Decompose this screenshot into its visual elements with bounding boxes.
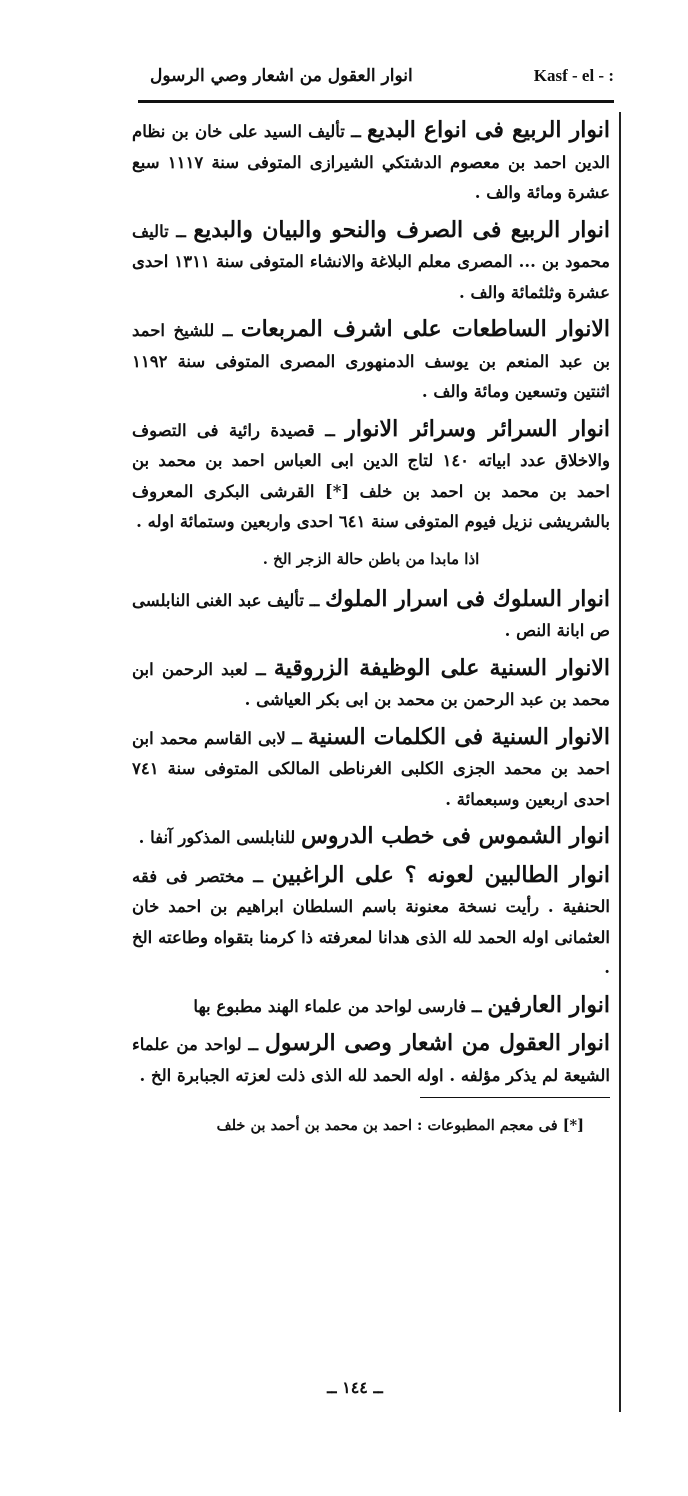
entry-title: انوار السرائر وسرائر الانوار (345, 415, 610, 442)
entry (132, 821, 610, 854)
entry-title: الانوار السنية فى الكلمات السنية (308, 723, 610, 750)
entry (132, 115, 610, 209)
verse-line: اذا مابدا من باطن حالة الزجر الخ . (262, 549, 480, 568)
entry-title: الانوار السنية على الوظيفة الزروقية (273, 654, 610, 681)
entry (132, 722, 610, 816)
main-content (132, 115, 610, 1153)
entry (132, 653, 610, 716)
entry-title: انوار الطالبين لعونه ؟ على الراغبين (271, 861, 611, 888)
entry (132, 314, 610, 408)
entry-text: ــ تأليف السيد على خان بن نظام الدين احمد بن معصوم الدشتكي الشيرازى المتوفى سنة ١١١٧ سبع عشرة ومائة والف . (132, 122, 610, 202)
entry-title: انوار الربيع فى الصرف والنحو والبيان والبديع (193, 216, 610, 243)
side-rule (619, 112, 621, 1412)
entry-text: ــ مختصر فى فقه الحنفية . رأيت نسخة معنونة باسم السلطان ابراهيم بن احمد خان العثمانى اوله الحمد لله الذى هدانا لمعرفته ذا كرمنا بتقواه وطاعته الخ . (132, 866, 610, 977)
entry-text: ــ فارسى لواحد من علماء الهند مطبوع بها (193, 996, 488, 1016)
entry-text: ــ تأليف عبد الغنى النابلسى ص ابانة النص . (132, 590, 610, 640)
entry (132, 414, 610, 538)
entry-text: ــ تاليف محمود بن ... المصرى معلم البلاغة والانشاء المتوفى سنة ١٣١١ احدى عشرة وثلثمائة والف . (132, 221, 610, 302)
entry (132, 215, 610, 309)
footnote: [*] فى معجم المطبوعات : احمد بن محمد بن أحمد بن خلف (216, 1116, 584, 1134)
entry (132, 584, 610, 647)
footnote-rule (420, 1097, 610, 1098)
entry-title: الانوار الساطعات على اشرف المربعات (240, 316, 610, 342)
running-short-title: Kasf - el - : (533, 66, 614, 85)
entry-title: انوار الربيع فى انواع البديع (367, 117, 611, 143)
entry-text: ــ لابى القاسم محمد ابن احمد بن محمد الجزى الكلبى الغرناطى المالكى المتوفى سنة ٧٤١ احدى اربعين وسبعمائة . (132, 728, 610, 809)
running-header (138, 60, 614, 94)
header-rule (138, 100, 614, 103)
entry-title: انوار العارفين (487, 991, 610, 1018)
entry-text: ــ لعبد الرحمن ابن محمد بن عبد الرحمن بن محمد بن ابى بكر العياشى . (132, 659, 610, 709)
page-number: ــ ١٤٤ ــ (327, 1378, 383, 1397)
entry (132, 1028, 610, 1091)
entry (132, 860, 610, 984)
entry-text: ــ لواحد من علماء الشيعة لم يذكر مؤلفه . اوله الحمد لله الذى ذلت لعزته الجبابرة الخ . (132, 1035, 610, 1085)
running-title: انوار العقول من اشعار وصي الرسول (150, 66, 413, 86)
entry-text: ــ قصيدة رائية فى التصوف والاخلاق عدد ابياته ١٤٠ لتاج الدين ابى العباس احمد بن محمد بن احمد بن محمد بن احمد بن خلف [*] القرشى البكرى المعروف بالشريشى نزيل فيوم المتوفى سنة ٦٤١ احدى واربعين وستمائة اوله . (132, 420, 610, 531)
entry-title: انوار السلوك فى اسرار الملوك (325, 585, 610, 612)
entry-text: ــ للشيخ احمد بن عبد المنعم بن يوسف الدمنهورى المصرى المتوفى سنة ١١٩٢ اثنتين وتسعين ومائة والف . (132, 321, 610, 401)
entry-text: للنابلسى المذكور آنفا . (138, 828, 302, 847)
entry-title: انوار العقول من اشعار وصى الرسول (264, 1030, 610, 1056)
entry (132, 990, 610, 1023)
entry-title: انوار الشموس فى خطب الدروس (301, 823, 610, 849)
